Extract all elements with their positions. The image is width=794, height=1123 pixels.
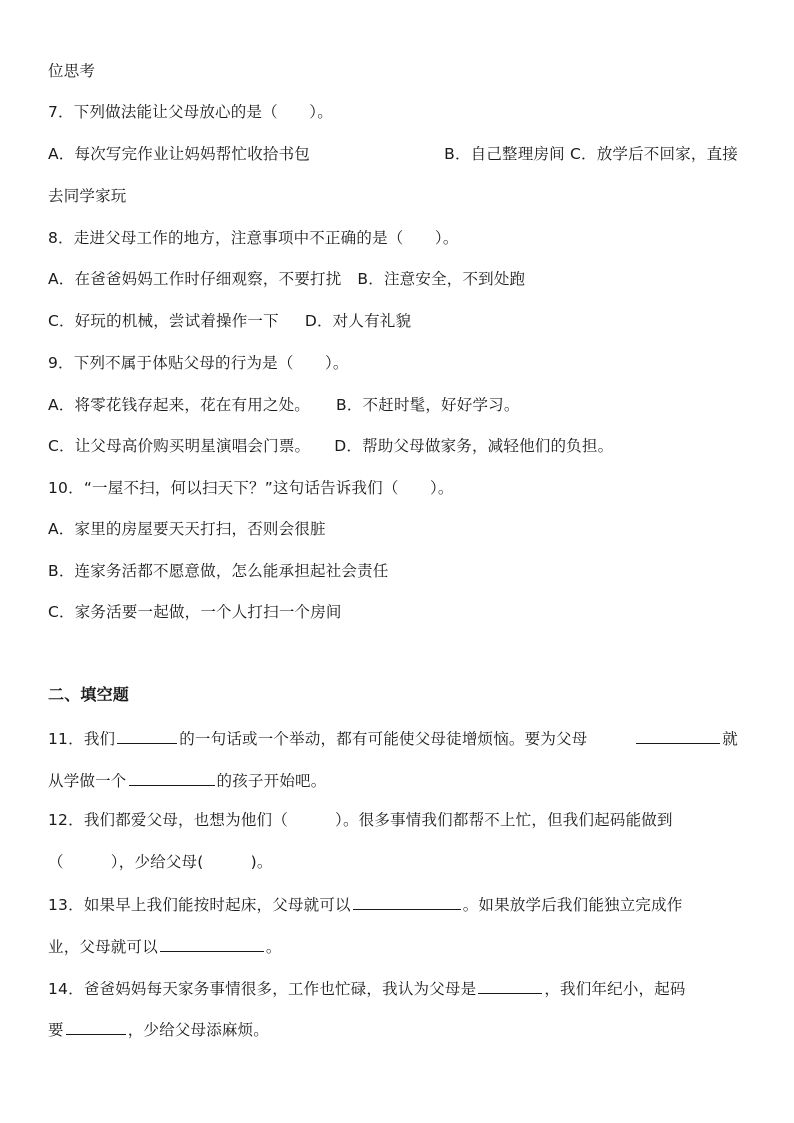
q11-line-2: 从学做一个 的孩子开始吧。 xyxy=(48,768,326,792)
q14-line-2: 要 ，少给父母添麻烦。 xyxy=(48,1017,269,1041)
q8-option-c: C．好玩的机械，尝试着操作一下 xyxy=(48,312,279,330)
q8-option-d: D．对人有礼貌 xyxy=(304,312,412,330)
q8-options-line-1 xyxy=(48,268,525,290)
q13-segment-1: 13．如果早上我们能按时起床，父母就可以 。如果放学后我们能独立完成作 xyxy=(48,892,683,916)
q8-option-a: A．在爸爸妈妈工作时仔细观察，不要打扰 xyxy=(48,270,342,288)
q9-options-line-1 xyxy=(48,394,520,416)
q8-option-b: B．注意安全，不到处跑 xyxy=(357,270,526,288)
q9-option-d: D．帮助父母做家务，减轻他们的负担。 xyxy=(334,437,614,455)
q13-line-1 xyxy=(48,892,738,916)
q11-line-1 xyxy=(48,726,738,750)
q14-line-1 xyxy=(48,976,738,1000)
q10-option-a: A．家里的房屋要天天打扫，否则会很脏 xyxy=(48,520,326,538)
q10-option-c: C．家务活要一起做，一个人打扫一个房间 xyxy=(48,603,342,621)
q9-option-c: C．让父母高价购买明星演唱会门票。 xyxy=(48,437,311,455)
section-title-fill-in: 二、填空题 xyxy=(48,685,130,704)
q7-option-c-continuation: 去同学家玩 xyxy=(48,187,127,205)
q10-option-b: B．连家务活都不愿意做，怎么能承担起社会责任 xyxy=(48,562,389,580)
q7-options-line xyxy=(48,143,738,165)
q7-option-bc: B．自己整理房间 C．放学后不回家，直接 xyxy=(444,145,738,163)
q13-blank-1[interactable] xyxy=(353,892,461,910)
q9-option-a: A．将零花钱存起来，花在有用之处。 xyxy=(48,396,311,414)
q14-segment-1: 14．爸爸妈妈每天家务事情很多，工作也忙碌，我认为父母是 ，我们年纪小，起码 xyxy=(48,976,686,1000)
q11-segment-1: 11．我们 的一句话或一个举动，都有可能使父母徒增烦恼。要为父母 xyxy=(48,726,587,750)
intro-text: 位思考 xyxy=(48,62,96,80)
q9-option-b: B．不赶时髦，好好学习。 xyxy=(336,396,520,414)
q9-options-line-2 xyxy=(48,435,613,457)
q10-stem: 10．“一屋不扫，何以扫天下？”这句话告诉我们（ ）。 xyxy=(48,479,454,497)
q8-stem: 8．走进父母工作的地方，注意事项中不正确的是（ ）。 xyxy=(48,229,459,247)
q11-blank-1[interactable] xyxy=(117,726,177,744)
q7-stem: 7．下列做法能让父母放心的是（ ）。 xyxy=(48,103,333,121)
q12-line-2: （ ），少给父母( )。 xyxy=(48,853,273,871)
q9-stem: 9．下列不属于体贴父母的行为是（ ）。 xyxy=(48,354,349,372)
q11-blank-3[interactable] xyxy=(129,768,215,786)
q7-option-a: A．每次写完作业让妈妈帮忙收拾书包 xyxy=(48,145,311,163)
q13-blank-2[interactable] xyxy=(160,934,264,952)
q14-blank-1[interactable] xyxy=(478,976,542,994)
q8-options-line-2 xyxy=(48,310,411,332)
q12-line-1: 12．我们都爱父母，也想为他们（ ）。很多事情我们都帮不上忙，但我们起码能做到 xyxy=(48,811,673,829)
q13-line-2: 业，父母就可以 。 xyxy=(48,934,282,958)
q11-blank-2[interactable] xyxy=(636,726,720,744)
q14-blank-2[interactable] xyxy=(66,1017,126,1035)
q11-segment-2: 就 xyxy=(634,726,738,750)
